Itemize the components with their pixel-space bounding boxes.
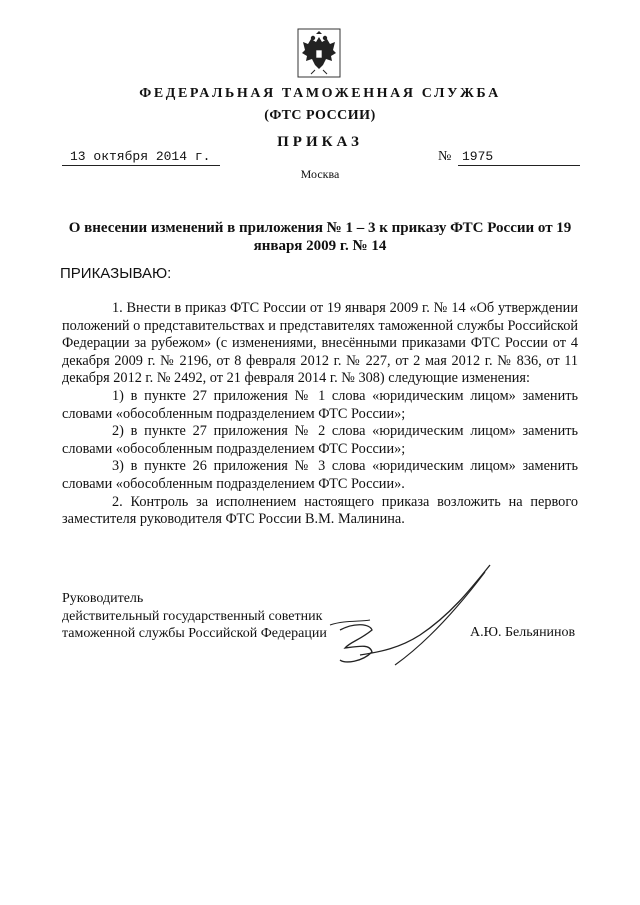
paragraph: 1. Внести в приказ ФТС России от 19 января 2009 г. № 14 «Об утверждении положений о представительствах и представителях таможенной службы Российской Федерации за рубежом» (с изменениями, внесёнными приказами ФТС России от 4 декабря 2009 г. № 2196, от 8 февраля 2012 г. № 227, от 2 мая 2012 г. № 836, от 11 декабря 2012 г. № 2492, от 21 февраля 2014 г. № 308) следующие изменения: (62, 300, 578, 387)
paragraph: 2. Контроль за исполнением настоящего приказа возложить на первого заместителя руководителя ФТС России В.М. Малинина. (62, 493, 578, 528)
double-headed-eagle-emblem-icon (297, 28, 341, 78)
agency-name: ФЕДЕРАЛЬНАЯ ТАМОЖЕННАЯ СЛУЖБА (139, 86, 501, 101)
document-title: О внесении изменений в приложения № 1 – 3 к приказу ФТС России от 19 января 2009 г. № 14 (68, 220, 572, 254)
document-date: 13 октября 2014 г. (62, 149, 220, 166)
place-of-issue: Москва (300, 167, 340, 181)
paragraph: 3) в пункте 26 приложения № 3 слова «юридическим лицом» заменить словами «обособленным подразделением ФТС России». (62, 458, 578, 492)
paragraph: 1) в пункте 27 приложения № 1 слова «юридическим лицом» заменить словами «обособленным подразделением ФТС России»; (62, 387, 578, 422)
signer-position-line: Руководитель (62, 591, 144, 606)
handwritten-signature (300, 560, 500, 680)
document-body (62, 300, 578, 529)
order-word: ПРИКАЗЫВАЮ: (60, 265, 172, 282)
number-label: № (438, 149, 452, 164)
signer-rank-line: таможенной службы Российской Федерации (62, 626, 327, 642)
signature-block (62, 590, 327, 643)
paragraph: 2) в пункте 27 приложения № 2 слова «юридическим лицом» заменить словами «обособленным подразделением ФТС России»; (62, 423, 578, 457)
signer-name: А.Ю. Бельянинов (470, 625, 576, 640)
agency-short-name: (ФТС РОССИИ) (264, 108, 376, 123)
document-type: ПРИКАЗ (277, 134, 363, 150)
document-number: 1975 (458, 149, 580, 166)
signer-rank-line: действительный государственный советник (62, 608, 323, 624)
